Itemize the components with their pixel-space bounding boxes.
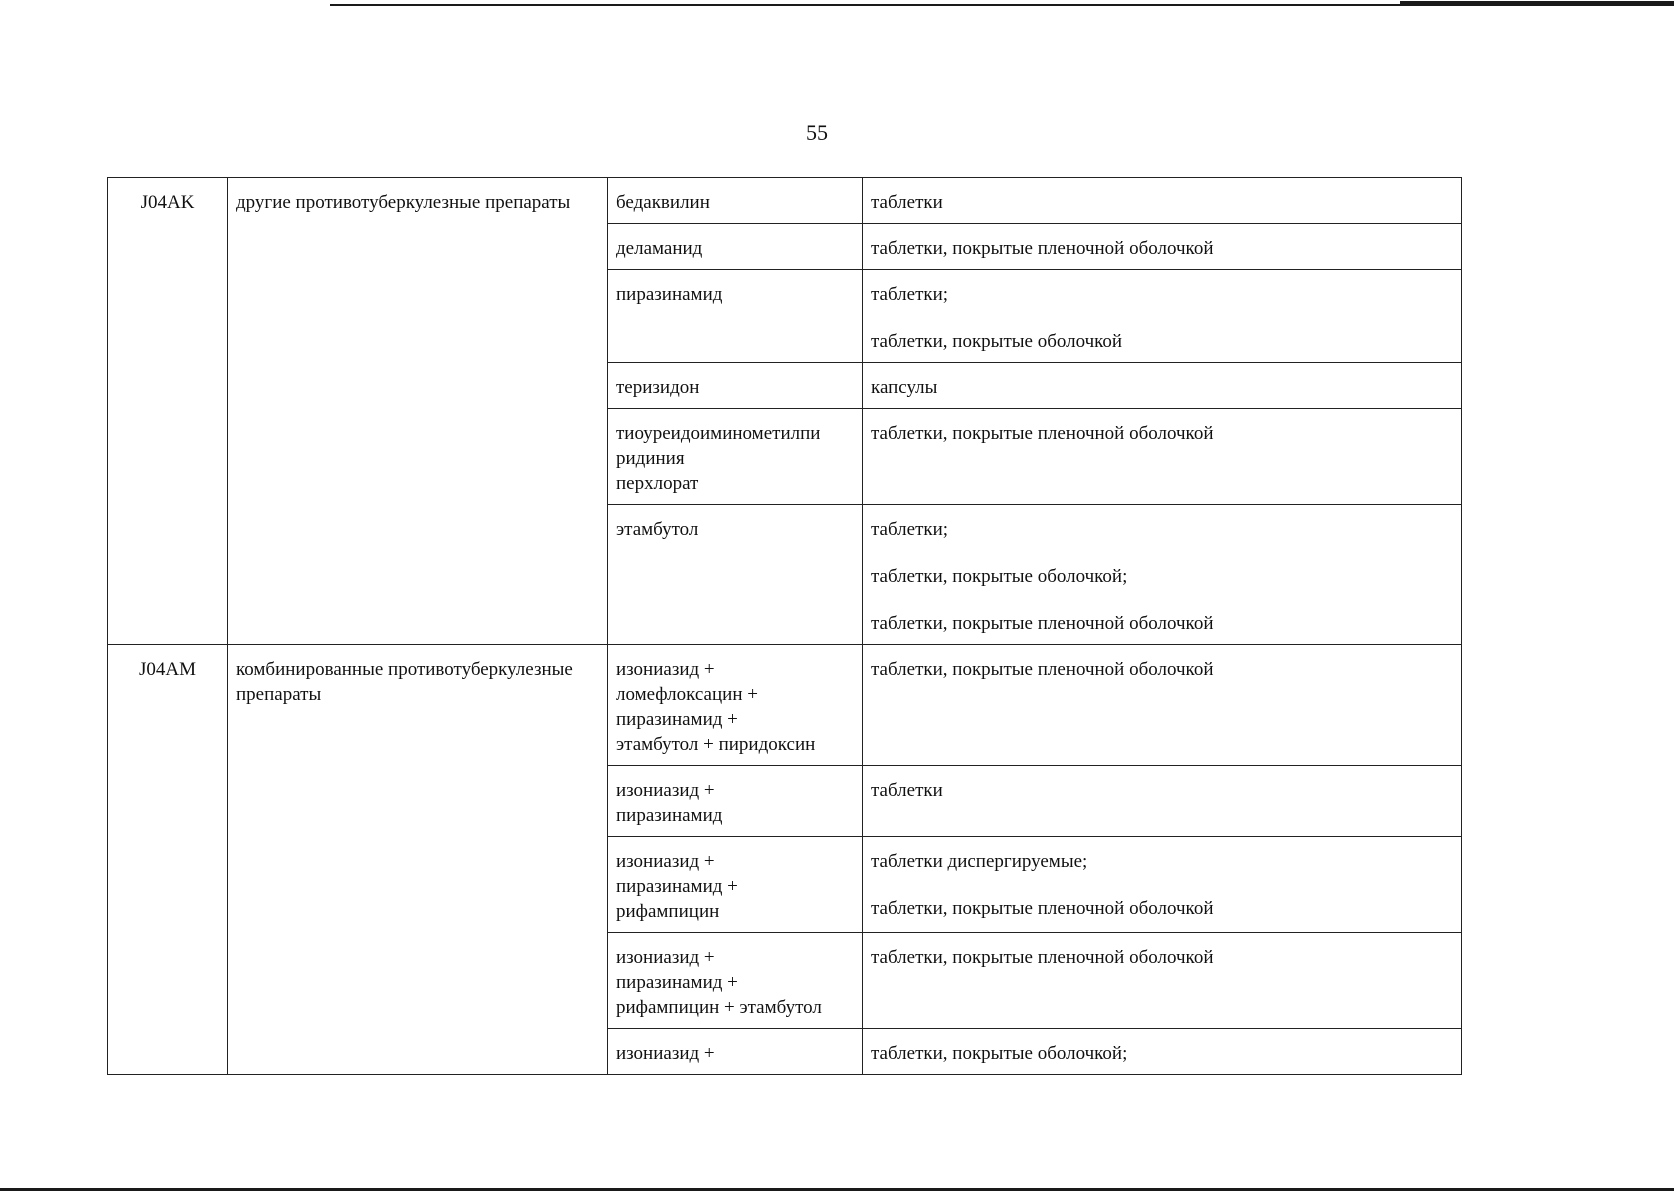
table-row (108, 178, 1462, 224)
drug-name-cell (608, 363, 863, 409)
atc-group-name-cell: другие противотуберкулезные препараты (228, 178, 608, 645)
drug-name-line: пиразинамид + (616, 972, 738, 993)
dosage-form-line: таблетки, покрытые пленочной оболочкой (871, 613, 1214, 634)
scan-top-border-mark (1400, 1, 1674, 5)
drug-name-line: этамбутол (616, 519, 699, 540)
drug-name-line: изониазид + (616, 780, 715, 801)
dosage-form-line: таблетки (871, 192, 943, 213)
dosage-form-line: таблетки, покрытые пленочной оболочкой (871, 423, 1214, 444)
form-spacer (871, 874, 1453, 896)
drug-name-line: ридиния (616, 448, 685, 469)
atc-code-cell: J04AM (108, 645, 228, 1075)
drug-name-cell (608, 645, 863, 766)
drug-name-line: изониазид + (616, 851, 715, 872)
drug-name-cell (608, 224, 863, 270)
drug-name-line: рифампицин + этамбутол (616, 997, 822, 1018)
dosage-form-line: таблетки, покрытые пленочной оболочкой (871, 659, 1214, 680)
dosage-form-cell (863, 363, 1462, 409)
drug-name-line: изониазид + (616, 1043, 715, 1064)
page-number: 55 (806, 120, 828, 145)
dosage-form-line: таблетки, покрытые пленочной оболочкой (871, 947, 1214, 968)
scan-bottom-border-line (0, 1188, 1674, 1191)
dosage-form-cell (863, 766, 1462, 837)
drug-name-cell (608, 270, 863, 363)
drug-name-line: пиразинамид (616, 284, 723, 305)
dosage-form-line: таблетки (871, 780, 943, 801)
dosage-form-line: таблетки, покрытые оболочкой (871, 331, 1123, 352)
drug-name-cell (608, 409, 863, 505)
drug-name-cell (608, 1029, 863, 1075)
dosage-form-cell (863, 505, 1462, 645)
dosage-form-cell (863, 224, 1462, 270)
atc-group-name-cell: комбинированные противотуберкулезные препараты (228, 645, 608, 1075)
dosage-form-cell (863, 178, 1462, 224)
table-row (108, 645, 1462, 766)
dosage-form-line: таблетки; (871, 284, 949, 305)
drug-name-line: бедаквилин (616, 192, 710, 213)
drug-name-line: пиразинамид + (616, 876, 738, 897)
drug-name-line: деламанид (616, 238, 703, 259)
form-spacer (871, 589, 1453, 611)
dosage-form-cell (863, 645, 1462, 766)
dosage-form-line: таблетки, покрытые оболочкой; (871, 566, 1128, 587)
drug-name-cell (608, 933, 863, 1029)
dosage-form-line: таблетки диспергируемые; (871, 851, 1088, 872)
drug-name-cell (608, 837, 863, 933)
form-spacer (871, 542, 1453, 564)
drug-name-line: рифампицин (616, 901, 720, 922)
dosage-form-cell (863, 409, 1462, 505)
drug-name-line: этамбутол + пиридоксин (616, 734, 816, 755)
dosage-form-line: таблетки, покрытые пленочной оболочкой (871, 898, 1214, 919)
drug-name-line: тиоуреидоиминометилпи (616, 423, 821, 444)
drug-name-line: ломефлоксацин + (616, 684, 758, 705)
drug-name-cell (608, 766, 863, 837)
medication-table (107, 177, 1462, 1075)
drug-name-line: теризидон (616, 377, 700, 398)
drug-name-line: изониазид + (616, 659, 715, 680)
atc-code-cell: J04AK (108, 178, 228, 645)
dosage-form-cell (863, 837, 1462, 933)
dosage-form-line: таблетки, покрытые оболочкой; (871, 1043, 1128, 1064)
dosage-form-cell (863, 270, 1462, 363)
drug-name-line: перхлорат (616, 473, 699, 494)
dosage-form-line: таблетки; (871, 519, 949, 540)
dosage-form-line: капсулы (871, 377, 938, 398)
drug-name-cell (608, 505, 863, 645)
drug-name-cell (608, 178, 863, 224)
drug-name-line: изониазид + (616, 947, 715, 968)
medication-table-body (108, 178, 1462, 1075)
dosage-form-cell (863, 933, 1462, 1029)
dosage-form-line: таблетки, покрытые пленочной оболочкой (871, 238, 1214, 259)
drug-name-line: пиразинамид + (616, 709, 738, 730)
form-spacer (871, 307, 1453, 329)
dosage-form-cell (863, 1029, 1462, 1075)
drug-name-line: пиразинамид (616, 805, 723, 826)
